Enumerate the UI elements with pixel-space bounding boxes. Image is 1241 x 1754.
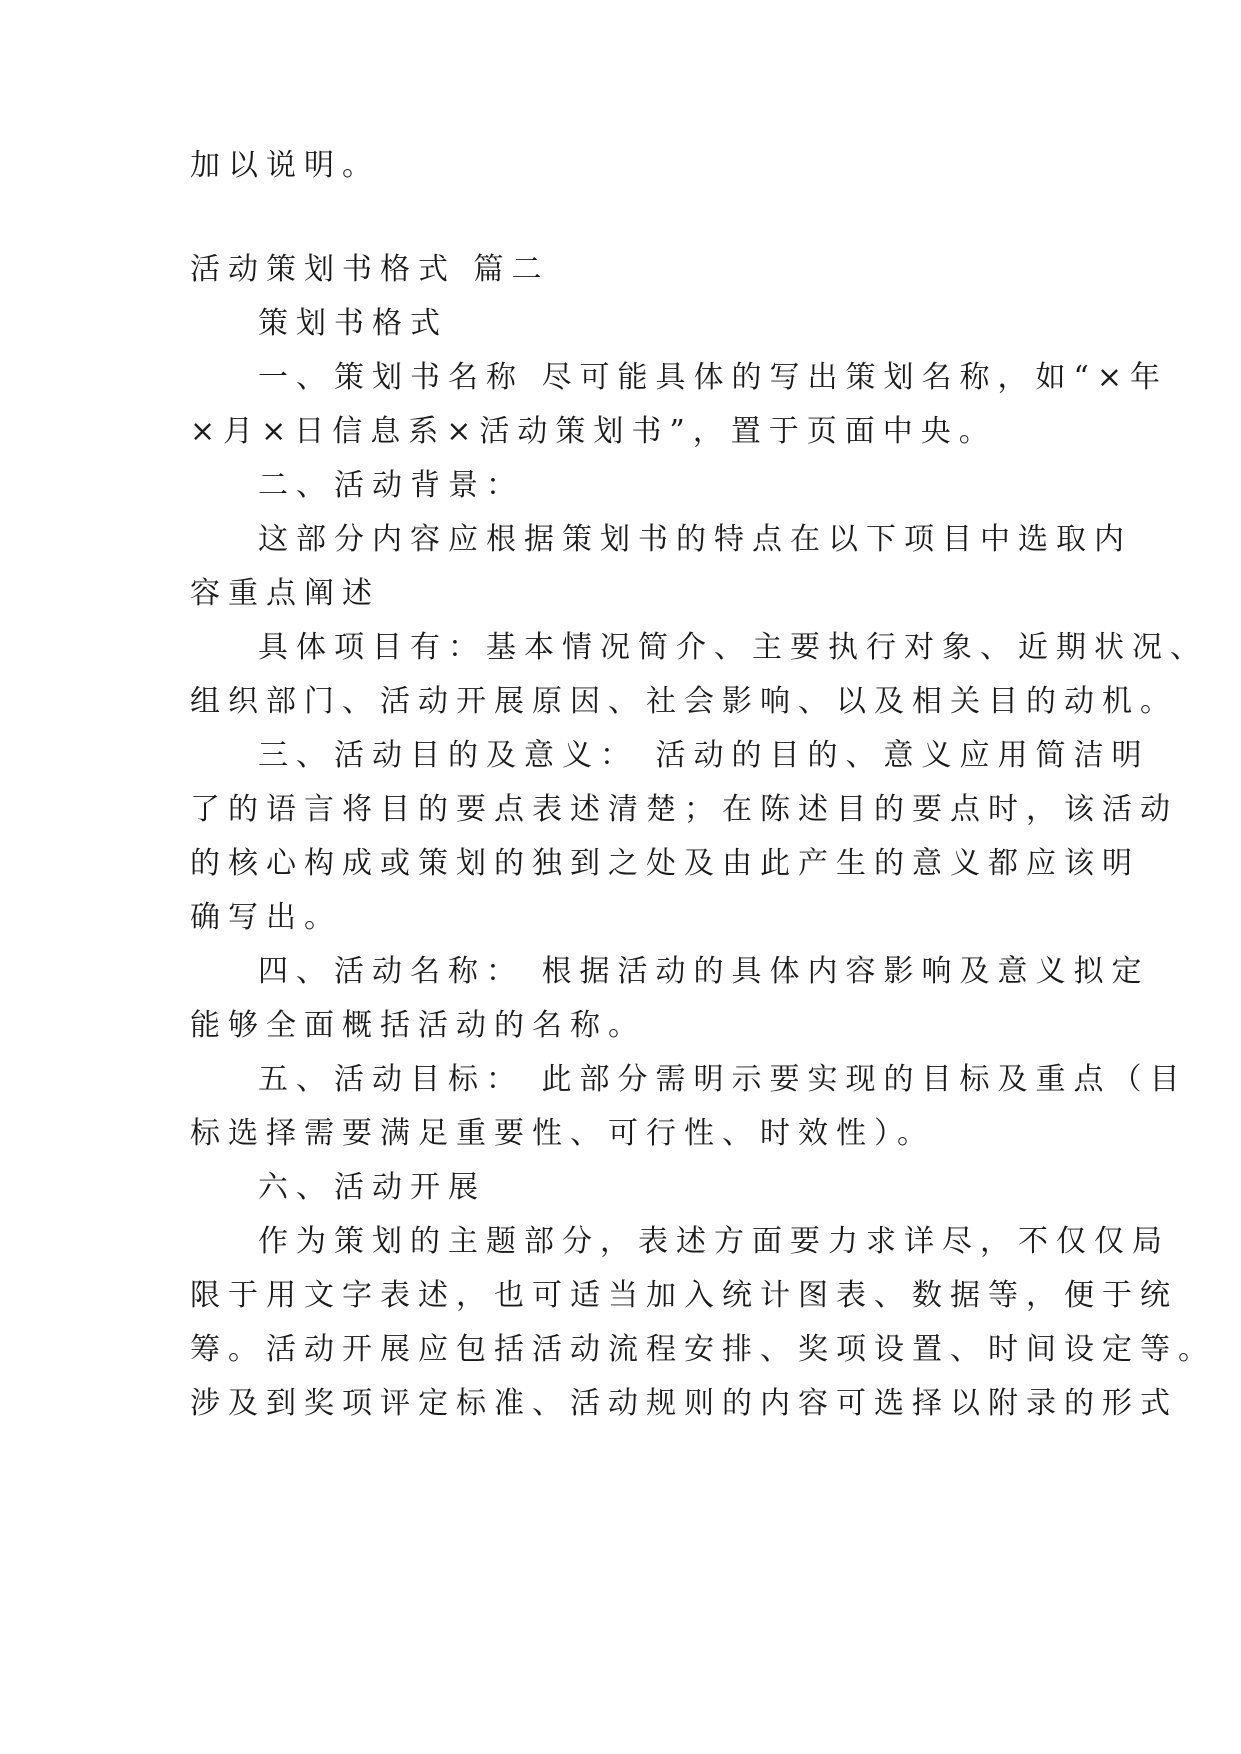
paragraph-line: 这部分内容应根据策划书的特点在以下项目中选取内 xyxy=(258,522,1132,557)
paragraph-line: 组织部门、活动开展原因、社会影响、以及相关目的动机。 xyxy=(190,684,1178,719)
paragraph-line: 筹。活动开展应包括活动流程安排、奖项设置、时间设定等。 xyxy=(190,1332,1216,1367)
item-heading: 六、活动开展 xyxy=(258,1170,486,1205)
paragraph-line: 四、活动名称： 根据活动的具体内容影响及意义拟定 xyxy=(258,954,1150,989)
paragraph-line: 一、策划书名称 尽可能具体的写出策划名称，如“×年 xyxy=(258,360,1169,395)
paragraph-line: 作为策划的主题部分，表述方面要力求详尽，不仅仅局 xyxy=(258,1224,1170,1259)
document-title: 策划书格式 xyxy=(258,306,448,341)
paragraph-line: 五、活动目标： 此部分需明示要实现的目标及重点（目 xyxy=(258,1062,1188,1097)
item-heading: 二、活动背景： xyxy=(258,468,524,503)
paragraph-line: 具体项目有：基本情况简介、主要执行对象、近期状况、 xyxy=(258,630,1208,665)
paragraph-line: 了的语言将目的要点表述清楚；在陈述目的要点时，该活动 xyxy=(190,792,1178,827)
paragraph-line: 涉及到奖项评定标准、活动规则的内容可选择以附录的形式 xyxy=(190,1386,1178,1421)
paragraph-line: 限于用文字表述，也可适当加入统计图表、数据等，便于统 xyxy=(190,1278,1178,1313)
paragraph-line: 标选择需要满足重要性、可行性、时效性）。 xyxy=(190,1116,935,1151)
paragraph-line: 能够全面概括活动的名称。 xyxy=(190,1008,646,1043)
paragraph-line: 加以说明。 xyxy=(190,148,380,183)
paragraph-line: 容重点阐述 xyxy=(190,576,380,611)
paragraph-line: 确写出。 xyxy=(190,900,342,935)
paragraph-line: 的核心构成或策划的独到之处及由此产生的意义都应该明 xyxy=(190,846,1140,881)
paragraph-line: ×月×日信息系×活动策划书”，置于页面中央。 xyxy=(190,414,997,449)
paragraph-line: 三、活动目的及意义： 活动的目的、意义应用简洁明 xyxy=(258,738,1150,773)
section-heading: 活动策划书格式 篇二 xyxy=(190,252,550,287)
